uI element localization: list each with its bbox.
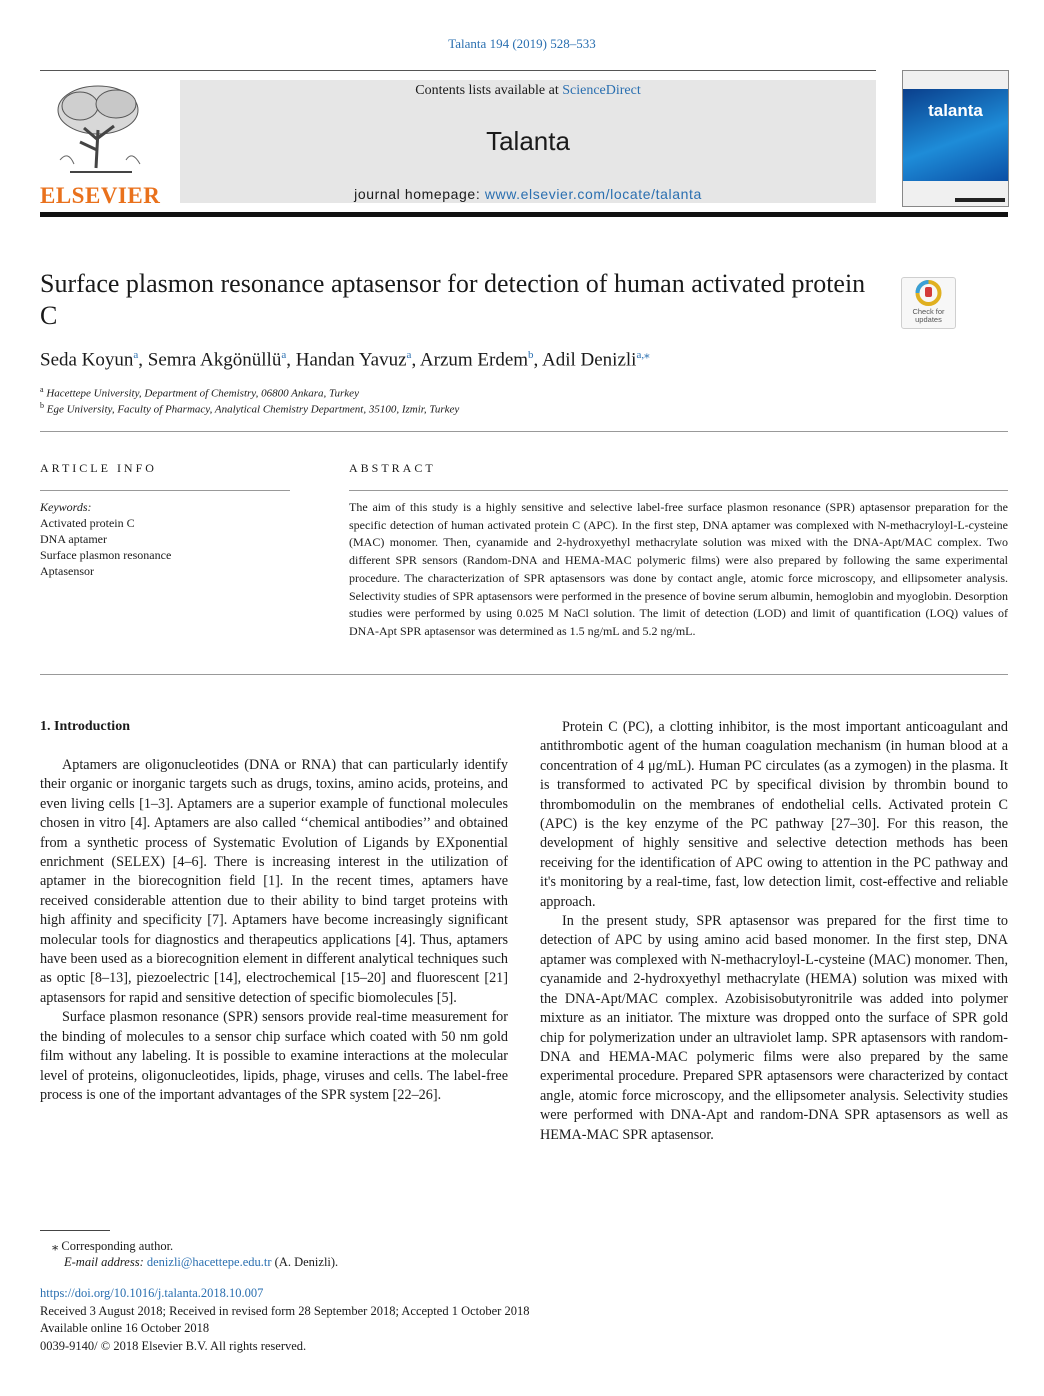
section-heading: 1. Introduction	[40, 719, 130, 734]
contents-line	[180, 83, 876, 99]
check-for-updates-badge[interactable]	[901, 277, 956, 329]
keywords-label: Keywords:	[40, 500, 92, 514]
journal-cover-thumbnail[interactable]	[902, 70, 1009, 207]
header-divider	[40, 70, 876, 71]
author-affil-mark[interactable]: a	[281, 349, 287, 361]
keyword-item: Aptasensor	[40, 564, 94, 578]
author-list: Seda Koyun$^a$, Semra Akgönüllü$^a$, Handan Yavuz$^a$, Arzum Erdem$^b$, Adil Denizli$^{a,⁎}$	[40, 349, 650, 371]
affiliation-mark: b	[40, 401, 44, 410]
email-suffix: (A. Denizli).	[271, 1255, 339, 1269]
check-for-updates-icon	[902, 278, 955, 308]
affiliation-a	[40, 385, 359, 400]
abstract-rule	[349, 490, 1008, 491]
keyword-item: Surface plasmon resonance	[40, 548, 172, 562]
journal-title: Talanta	[486, 126, 570, 156]
footnote-rule	[40, 1230, 110, 1231]
email-link[interactable]: denizli@hacettepe.edu.tr	[146, 1255, 272, 1269]
sciencedirect-link[interactable]: ScienceDirect	[562, 83, 641, 98]
keyword-item: Activated protein C	[40, 516, 135, 530]
author-name[interactable]: Adil Denizli	[542, 349, 637, 371]
left-column	[40, 756, 508, 1105]
body-paragraph: Aptamers are oligonucleotides (DNA or RNA) that can particularly identify their organic or inorganic targets such as drugs, toxins, amino acids, proteins, and even living cells [1–3]. Aptamers are a superior example of functional molecules chosen in vitro [4]. Aptamers are also called ‘‘chemical antibodies’’ and obtained from a synthetic process of Systematic Evolution of Ligands by EXponential enrichment (SELEX) [4–6]. There is increasing interest in the utilization of aptamer in the biorecognition field [1]. In the recent times, aptamers have received considerable attention due to their ability to bind target proteins with high affinity and specificity [7]. Aptamers have become increasingly significant molecular tools for diagnostics and therapeutics applications [4]. Thus, aptamers have been used as a biorecognition element in different analytical techniques such as optic [8–13], piezoelectric [14], electrochemical [15–20] and fluorescent [21] aptasensors for rapid and sensitive detection of specific biomolecules [5].	[40, 757, 508, 1006]
author-name[interactable]: Semra Akgönüllü	[147, 349, 282, 371]
affiliation-text: Ege University, Faculty of Pharmacy, Analytical Chemistry Department, 35100, Izmir, Turkey	[46, 403, 460, 416]
cover-footer-bar	[955, 198, 1005, 202]
author-name[interactable]: Arzum Erdem	[419, 349, 529, 371]
author-affil-mark[interactable]: b	[528, 349, 534, 361]
affiliation-b	[40, 401, 459, 416]
available-online: Available online 16 October 2018	[40, 1321, 210, 1335]
affiliation-divider	[40, 431, 1008, 432]
abstract-heading: ABSTRACT	[349, 461, 436, 475]
badge-label: Check for updates	[912, 307, 945, 324]
author-name[interactable]: Handan Yavuz	[295, 349, 407, 371]
homepage-line	[180, 186, 876, 202]
copyright-line: 0039-9140/ © 2018 Elsevier B.V. All rights reserved.	[40, 1339, 307, 1353]
body-paragraph: In the present study, SPR aptasensor was prepared for the first time to detection of APC by using amino acid based monomer. In the first step, DNA aptamer was complexed with N-methacryloyl-L-cysteine (MAC) monomer. Then, cyanamide and 2-hydroxyethyl methacrylate (HEMA) solution was mixed with the DNA-Apt/MAC complex. Azobisisobutyronitrile was added into polymer mixture as an initiator. The mixture was dropped onto the surface of SPR gold chip for polymerization under an ultraviolet lamp. SPR aptasensors with random-DNA and HEMA-MAC polymeric films were also prepared by the same experimental procedure. Prepared SPR aptasensors were characterized by contact angle, atomic force microscopy, and the ellipsometer analysis. Selectivity studies were performed with DNA-Apt and random-DNA SPR aptasensors as well as HEMA-MAC SPR aptasensor.	[540, 913, 1008, 1143]
keyword-item: DNA aptamer	[40, 532, 107, 546]
publisher-name: ELSEVIER	[40, 183, 161, 208]
masthead-rule	[40, 212, 1008, 217]
journal-reference[interactable]: Talanta 194 (2019) 528–533	[448, 36, 596, 51]
author-name[interactable]: Seda Koyun	[40, 349, 134, 371]
homepage-link[interactable]: www.elsevier.com/locate/talanta	[484, 186, 702, 202]
body-paragraph: Surface plasmon resonance (SPR) sensors provide real-time measurement for the binding of molecules to a sensor chip surface which coated with 50 nm gold film without any labeling. It is possible to examine interactions at the molecular level of proteins, oligonucleotides, lipids, phage, viruses and cells. The label-free process is one of the important advantages of the SPR system [22–26].	[40, 1009, 508, 1103]
author-affil-mark[interactable]: a	[406, 349, 412, 361]
homepage-prefix: journal homepage:	[354, 186, 485, 202]
abstract-divider	[40, 674, 1008, 675]
email-line	[64, 1255, 338, 1270]
received-dates: Received 3 August 2018; Received in revised form 28 September 2018; Accepted 1 October 2018	[40, 1304, 530, 1318]
doi-link[interactable]: https://doi.org/10.1016/j.talanta.2018.10.007	[40, 1286, 264, 1300]
cover-wordmark: talanta	[928, 101, 983, 120]
abstract-text: The aim of this study is a highly sensitive and selective label-free surface plasmon resonance (SPR) aptasensor preparation for the specific detection of human activated protein C (APC). In the first step, DNA aptamer was complexed with N-methacryloyl-L-cysteine (MAC) monomer. Then, cyanamide and 2-hydroxyethyl methacrylate solution was mixed with the DNA-Apt/MAC complex. Two different SPR sensors (Random-DNA and HEMA-MAC polymeric films) were also prepared by following the same experimental procedure. The characterization of SPR aptasensors was done by contact angle, atomic force microscopy, and ellipsometer analysis. Selectivity studies of SPR aptasensors were performed in the presence of bovine serum albumin, hemoglobin and myoglobin. Desorption studies were performed by using 0.025 M NaCl solution. The limit of detection (LOD) and limit of quantification (LOQ) values of DNA-Apt SPR aptasensor was determined as 1.5 ng/mL and 5.2 ng/mL.	[349, 500, 1008, 638]
article-title: Surface plasmon resonance aptasensor for detection of human activated protein C	[40, 269, 866, 330]
author-affil-mark[interactable]: a,⁎	[636, 349, 650, 361]
contents-prefix: Contents lists available at	[415, 83, 563, 98]
email-label: E-mail address:	[64, 1255, 147, 1269]
affiliation-text: Hacettepe University, Department of Chemistry, 06800 Ankara, Turkey	[46, 387, 359, 400]
author-affil-mark[interactable]: a	[133, 349, 139, 361]
corresponding-note: ⁎ Corresponding author.	[52, 1239, 174, 1253]
article-info-heading: ARTICLE INFO	[40, 461, 157, 475]
article-info-rule	[40, 490, 290, 491]
affiliation-mark: a	[40, 385, 44, 394]
right-column	[540, 718, 1008, 1145]
body-paragraph: Protein C (PC), a clotting inhibitor, is the most important anticoagulant and antithrombotic agent of the human coagulation mechanism (in human blood at a concentration of 4 μg/mL). Human PC circulates (as a zymogen) in the plasma. It is transformed to activated PC by specifical division by thrombin bound to thrombomodulin on the membranes of endothelial cells. Activated protein C (APC) is the key enzyme of the PC pathway [27–30]. For this reason, the development of highly sensitive and selective detection methods has been receiving for the identification of APC owing to attention in the PC pathway and it's monitoring by a real-time, fast, low detection limit, cost-effective and reliable approach.	[540, 719, 1008, 910]
